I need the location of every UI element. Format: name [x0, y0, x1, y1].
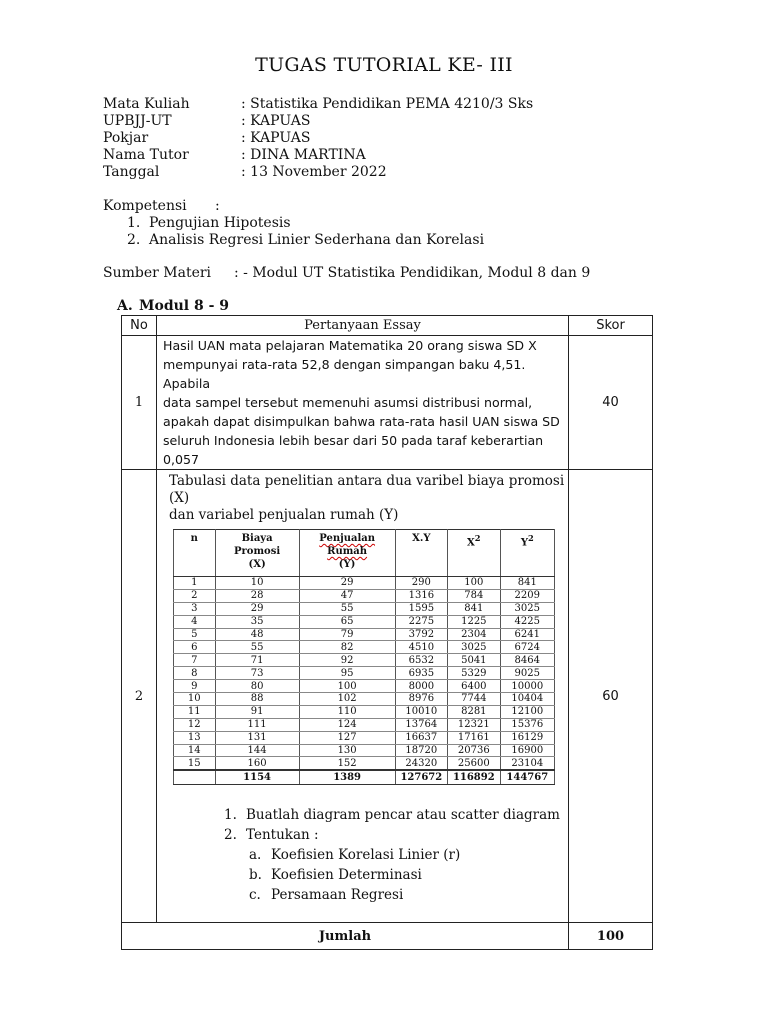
data-cell: 8000: [395, 680, 447, 693]
data-cell: 100: [448, 577, 500, 590]
task-number: c.: [249, 887, 261, 904]
question-score: 60: [569, 470, 653, 923]
data-cell: 88: [215, 693, 299, 706]
data-row: [174, 602, 555, 615]
essay-table: [121, 315, 653, 950]
page-title: TUGAS TUTORIAL KE- III: [255, 54, 513, 76]
kompetensi-heading: [103, 198, 220, 214]
question-line: seluruh Indonesia lebih besar dari 50 pada taraf keberartian: [163, 433, 544, 448]
data-cell: 6532: [395, 654, 447, 667]
total-cell: 1389: [299, 770, 395, 785]
data-row: [174, 718, 555, 731]
data-header-x: [215, 530, 299, 577]
section-title: Modul 8 - 9: [139, 298, 230, 314]
info-label: Mata Kuliah: [103, 96, 190, 112]
task-item: [157, 865, 568, 885]
task-item: [157, 885, 568, 905]
data-cell: 5: [174, 628, 216, 641]
data-cell: 130: [299, 744, 395, 757]
data-cell: 144: [215, 744, 299, 757]
header-line: Promosi: [234, 546, 281, 557]
data-cell: 3792: [395, 628, 447, 641]
sumber-value: : - Modul UT Statistika Pendidikan, Modul 8 dan 9: [234, 265, 591, 281]
task-number: 2.: [224, 827, 237, 844]
x2-base: X: [467, 537, 475, 549]
data-cell: 80: [215, 680, 299, 693]
data-cell: 71: [215, 654, 299, 667]
task-number: a.: [249, 847, 262, 864]
data-cell: 10: [174, 693, 216, 706]
question-line: dan variabel penjualan rumah (Y): [169, 507, 399, 523]
data-cell: 12100: [500, 705, 554, 718]
data-cell: 3025: [448, 641, 500, 654]
data-cell: 28: [215, 589, 299, 602]
info-label: UPBJJ-UT: [103, 113, 172, 129]
data-total-row: [174, 770, 555, 785]
section-letter: A.: [117, 298, 133, 314]
question-number: 2: [122, 470, 157, 923]
info-value: : 13 November 2022: [241, 164, 387, 180]
info-label: Nama Tutor: [103, 147, 189, 163]
data-table: [173, 529, 555, 785]
data-cell: 6724: [500, 641, 554, 654]
data-cell: 7: [174, 654, 216, 667]
info-row-nama-tutor: [103, 147, 366, 163]
question-line: mempunyai rata-rata 52,8 dengan simpangan baku 4,51. Apabila: [163, 357, 526, 391]
data-row: [174, 589, 555, 602]
kompetensi-item-number: 2.: [127, 232, 141, 248]
header-line: Biaya: [241, 533, 273, 544]
kompetensi-label: Kompetensi: [103, 198, 187, 214]
info-row-upbjj: [103, 113, 310, 129]
y2-base: Y: [520, 537, 528, 549]
data-cell: 102: [299, 693, 395, 706]
info-row-mata-kuliah: [103, 96, 533, 112]
data-cell: 13764: [395, 718, 447, 731]
data-cell: 3: [174, 602, 216, 615]
sumber-materi: [103, 265, 590, 281]
task-item: [157, 825, 568, 845]
data-cell: 9: [174, 680, 216, 693]
data-cell: 11: [174, 705, 216, 718]
data-cell: 110: [299, 705, 395, 718]
question-line: 0,057: [163, 452, 200, 467]
info-label: Pokjar: [103, 130, 149, 146]
data-cell: 2209: [500, 589, 554, 602]
data-cell: 6400: [448, 680, 500, 693]
data-cell: 55: [299, 602, 395, 615]
info-row-tanggal: [103, 164, 387, 180]
data-header-x2: [448, 530, 500, 577]
data-cell: 4: [174, 615, 216, 628]
data-cell: 841: [448, 602, 500, 615]
data-row: [174, 628, 555, 641]
data-cell: 9025: [500, 667, 554, 680]
data-cell: 24320: [395, 757, 447, 770]
info-value: : DINA MARTINA: [241, 147, 366, 163]
info-value: : KAPUAS: [241, 113, 311, 129]
data-cell: 13: [174, 731, 216, 744]
data-row: [174, 693, 555, 706]
data-cell: 8976: [395, 693, 447, 706]
question-line: apakah dapat disimpulkan bahwa rata-rata hasil UAN siswa SD: [163, 414, 560, 429]
data-cell: 55: [215, 641, 299, 654]
data-cell: 8: [174, 667, 216, 680]
task-number: 1.: [224, 807, 237, 824]
header-line: Penjualan: [319, 533, 376, 544]
data-header-n: n: [174, 530, 216, 577]
data-row: [174, 731, 555, 744]
question-score: 40: [569, 336, 653, 470]
data-cell: 29: [299, 577, 395, 590]
data-cell: 92: [299, 654, 395, 667]
data-cell: 7744: [448, 693, 500, 706]
data-cell: 12: [174, 718, 216, 731]
data-cell: 111: [215, 718, 299, 731]
sumber-label: Sumber Materi: [103, 265, 212, 281]
task-text: Koefisien Korelasi Linier (r): [271, 847, 461, 864]
data-cell: 5329: [448, 667, 500, 680]
data-cell: 4225: [500, 615, 554, 628]
x2-superscript: 2: [474, 533, 481, 543]
data-cell: 15376: [500, 718, 554, 731]
data-cell: 14: [174, 744, 216, 757]
data-header-xy: X.Y: [395, 530, 447, 577]
data-row: [174, 705, 555, 718]
data-cell: 95: [299, 667, 395, 680]
data-cell: 16900: [500, 744, 554, 757]
data-cell: 18720: [395, 744, 447, 757]
data-cell: 10404: [500, 693, 554, 706]
data-cell: 2: [174, 589, 216, 602]
data-cell: 65: [299, 615, 395, 628]
task-item: [157, 845, 568, 865]
question-line: Hasil UAN mata pelajaran Matematika 20 orang siswa SD X: [163, 338, 537, 353]
essay-table-header: [122, 316, 653, 336]
data-cell: 784: [448, 589, 500, 602]
task-text: Tentukan :: [246, 827, 319, 844]
question-line: data sampel tersebut memenuhi asumsi distribusi normal,: [163, 395, 533, 410]
data-cell: 10: [215, 577, 299, 590]
total-cell: 116892: [448, 770, 500, 785]
info-row-pokjar: [103, 130, 310, 146]
data-cell: 25600: [448, 757, 500, 770]
data-cell: 1: [174, 577, 216, 590]
data-header-y2: [500, 530, 554, 577]
data-row: [174, 654, 555, 667]
task-number: b.: [249, 867, 262, 884]
data-row: [174, 641, 555, 654]
data-cell: 8281: [448, 705, 500, 718]
y2-superscript: 2: [527, 533, 534, 543]
data-cell: 100: [299, 680, 395, 693]
data-rows: [174, 577, 555, 771]
data-cell: 29: [215, 602, 299, 615]
data-cell: 6935: [395, 667, 447, 680]
data-cell: 1316: [395, 589, 447, 602]
data-cell: 124: [299, 718, 395, 731]
data-cell: 16637: [395, 731, 447, 744]
data-cell: 127: [299, 731, 395, 744]
data-table-header: [174, 530, 555, 577]
data-cell: 20736: [448, 744, 500, 757]
data-cell: 73: [215, 667, 299, 680]
data-cell: 6241: [500, 628, 554, 641]
task-text: Persamaan Regresi: [271, 887, 404, 904]
data-cell: 16129: [500, 731, 554, 744]
data-row: [174, 744, 555, 757]
total-cell: 127672: [395, 770, 447, 785]
header-question: Pertanyaan Essay: [157, 316, 569, 336]
info-label: Tanggal: [103, 164, 160, 180]
header-line: Rumah: [327, 546, 368, 557]
data-cell: 2275: [395, 615, 447, 628]
task-item: [157, 805, 568, 825]
data-cell: 1225: [448, 615, 500, 628]
data-cell: 5041: [448, 654, 500, 667]
data-cell: 8464: [500, 654, 554, 667]
info-value: : Statistika Pendidikan PEMA 4210/3 Sks: [241, 96, 534, 112]
total-cell: 144767: [500, 770, 554, 785]
data-cell: 10010: [395, 705, 447, 718]
data-cell: 47: [299, 589, 395, 602]
jumlah-row: [122, 923, 653, 950]
data-cell: 3025: [500, 602, 554, 615]
question-intro: [169, 473, 568, 524]
data-cell: 4510: [395, 641, 447, 654]
data-cell: 1595: [395, 602, 447, 615]
data-cell: 48: [215, 628, 299, 641]
data-cell: 290: [395, 577, 447, 590]
kompetensi-item-number: 1.: [127, 215, 141, 231]
data-cell: 82: [299, 641, 395, 654]
header-score: Skor: [569, 316, 653, 336]
data-row: [174, 667, 555, 680]
header-line: (Y): [338, 559, 356, 570]
data-cell: 152: [299, 757, 395, 770]
data-row: [174, 757, 555, 770]
question-text: [157, 336, 569, 470]
question-number: 1: [122, 336, 157, 470]
data-row: [174, 680, 555, 693]
data-cell: 10000: [500, 680, 554, 693]
data-row: [174, 615, 555, 628]
data-cell: 15: [174, 757, 216, 770]
data-cell: 35: [215, 615, 299, 628]
question-row-2: [122, 470, 653, 923]
question-row-1: [122, 336, 653, 470]
header-no: No: [122, 316, 157, 336]
data-cell: 17161: [448, 731, 500, 744]
data-cell: 6: [174, 641, 216, 654]
header-line: (X): [248, 559, 266, 570]
kompetensi-item-text: Analisis Regresi Linier Sederhana dan Korelasi: [149, 232, 485, 248]
data-cell: 131: [215, 731, 299, 744]
data-cell: 91: [215, 705, 299, 718]
task-text: Buatlah diagram pencar atau scatter diagram: [246, 807, 560, 824]
data-cell: 841: [500, 577, 554, 590]
question-line: Tabulasi data penelitian antara dua varibel biaya promosi (X): [169, 473, 565, 506]
data-row: [174, 577, 555, 590]
total-cell: [174, 770, 216, 785]
data-cell: 23104: [500, 757, 554, 770]
data-header-y: [299, 530, 395, 577]
kompetensi-colon: :: [215, 198, 220, 214]
data-cell: 2304: [448, 628, 500, 641]
kompetensi-item: [127, 215, 291, 231]
kompetensi-item: [127, 232, 484, 248]
total-cell: 1154: [215, 770, 299, 785]
data-cell: 12321: [448, 718, 500, 731]
task-text: Koefisien Determinasi: [271, 867, 422, 884]
kompetensi-item-text: Pengujian Hipotesis: [149, 215, 291, 231]
jumlah-value: 100: [569, 923, 653, 950]
data-cell: 79: [299, 628, 395, 641]
task-list: [157, 805, 568, 905]
jumlah-label: Jumlah: [122, 923, 569, 950]
section-heading: [117, 298, 229, 314]
info-value: : KAPUAS: [241, 130, 311, 146]
question-content: [157, 470, 569, 923]
data-cell: 160: [215, 757, 299, 770]
